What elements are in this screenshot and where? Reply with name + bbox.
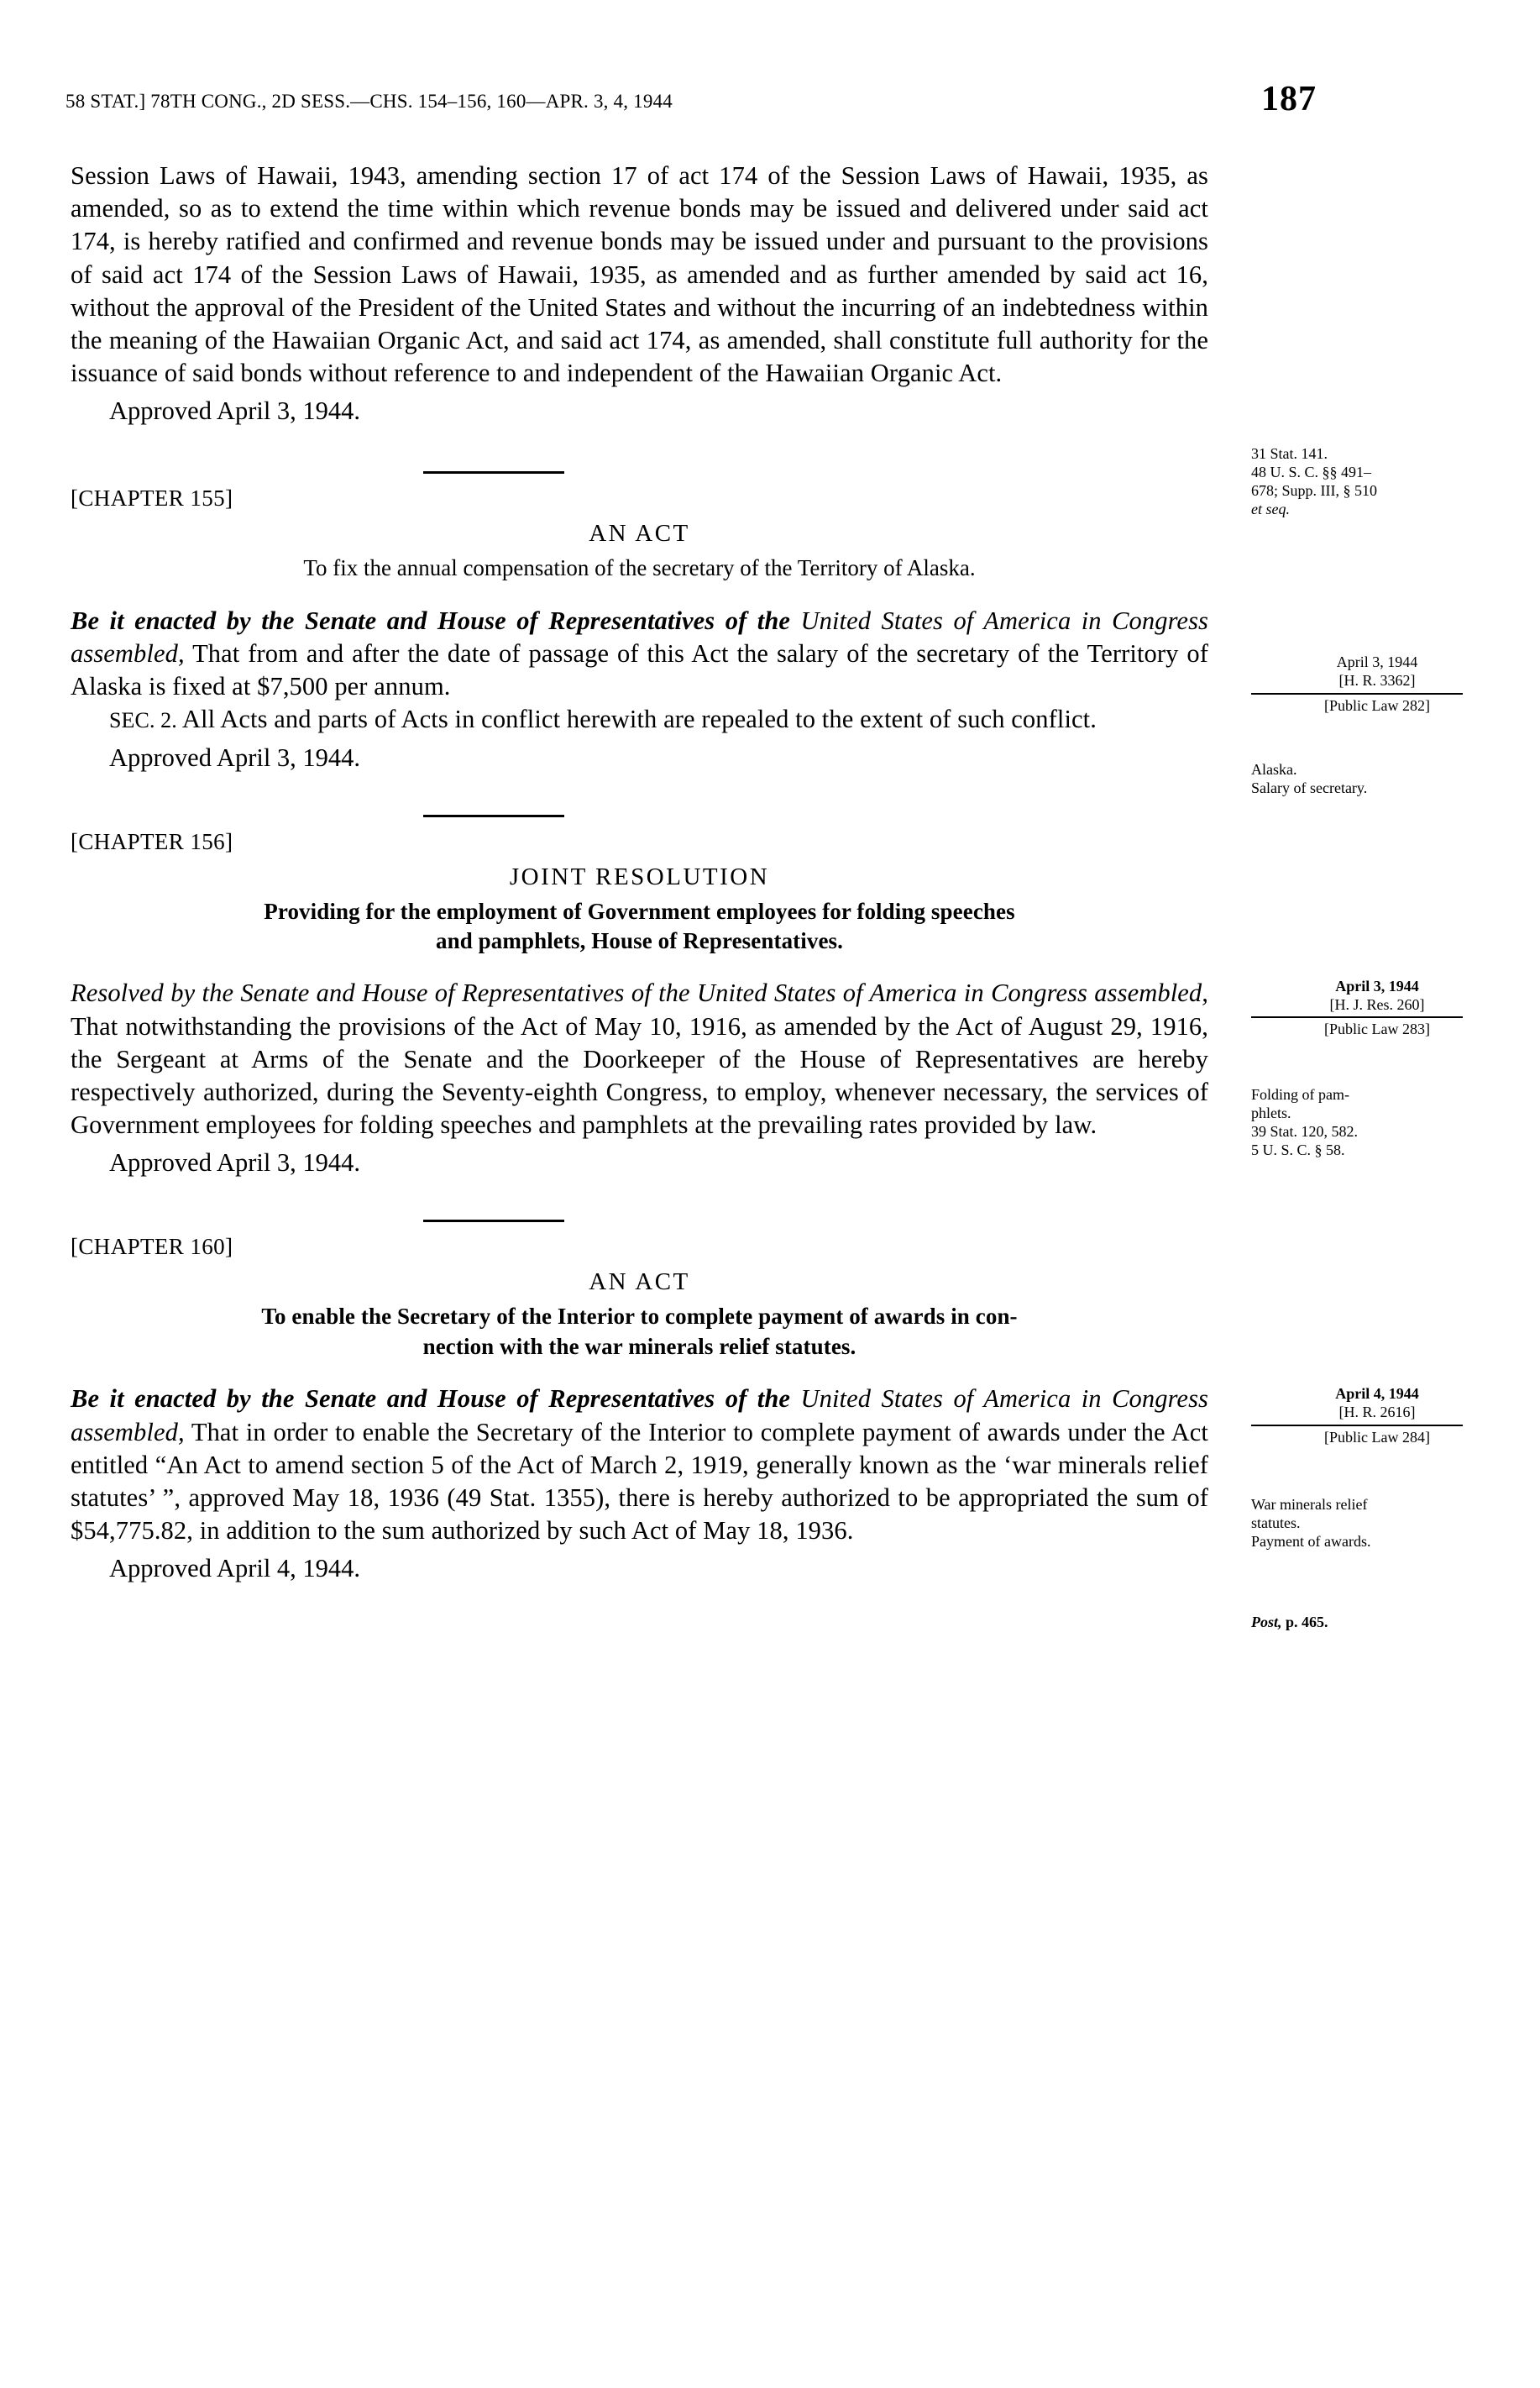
chapter160-long-title-line1: To enable the Secretary of the Interior to complete payment of awards in con- [261, 1304, 1018, 1330]
spacer [71, 426, 1208, 471]
chapter156-kind: JOINT RESOLUTION [509, 863, 770, 890]
chapter156-topic-notes [1251, 1086, 1503, 1160]
chapter155-sec2-label: SEC. 2. [109, 708, 177, 733]
chapter155-note-public-law: [Public Law 282] [1324, 696, 1430, 714]
chapter160-cross-reference [1251, 1614, 1503, 1632]
chapter154-notes [1251, 445, 1503, 519]
chapter160-note-topic3: Payment of awards. [1251, 1533, 1371, 1551]
main-text-column [71, 160, 1208, 1583]
spacer [71, 773, 1208, 815]
chapter160-note-date: April 4, 1944 [1335, 1385, 1419, 1403]
chapter155-note-topic1: Alaska. [1251, 760, 1297, 778]
chapter155-note-date: April 3, 1944 [1336, 653, 1418, 670]
chapter156-notes [1251, 978, 1503, 1040]
running-head-left [65, 91, 673, 113]
chapter160-note-bill: [H. R. 2616] [1338, 1404, 1416, 1421]
chapter156-enacting-line1: Resolved by the Senate and House of Representatives of the United [71, 979, 767, 1008]
chapter155-enacting-line2: United States of America in Congress assembled, [71, 606, 1209, 668]
chapter156-long-title-line2: and pamphlets, House of Representatives. [435, 928, 844, 953]
chapter156-label: [CHAPTER 156] [71, 828, 233, 854]
chapter156-long-title-line1: Providing for the employment of Government employees for folding speeches [264, 898, 1015, 924]
cross-ref-page: p. 465. [1281, 1613, 1328, 1630]
chapter160-notes [1251, 1385, 1503, 1447]
chapter156-note-cite2: 5 U. S. C. § 58. [1251, 1142, 1345, 1159]
spacer [71, 955, 1208, 977]
chapter156-approved: Approved April 3, 1944. [109, 1148, 361, 1178]
note-rule [1251, 1425, 1463, 1426]
chapter160-approved: Approved April 4, 1944. [109, 1554, 361, 1583]
chapter160-note-topic1: War minerals relief [1251, 1496, 1368, 1514]
chapter155-body-rest: That from and after the date of passage of this Act the salary of the secretary of the Territory of Alaska is fixed at $7,500 per annum. [71, 638, 1208, 701]
note-rule [1251, 1016, 1463, 1018]
chapter156-note-cite1: 39 Stat. 120, 582. [1251, 1123, 1359, 1141]
chapter156-body [71, 977, 1208, 1142]
chapter155-kind: AN ACT [589, 520, 690, 548]
chapter156-note-public-law: [Public Law 283] [1324, 1021, 1430, 1038]
chapter160-cross-ref [1251, 1614, 1503, 1632]
chapter154-note-line3: 678; Supp. III, § 510 [1251, 481, 1377, 499]
spacer [71, 817, 1208, 829]
note-rule [1251, 693, 1463, 695]
page-number: 187 [1261, 80, 1317, 118]
chapter154-note-line2: 48 U. S. C. §§ 491– [1251, 463, 1372, 480]
marginal-notes-column [1251, 160, 1503, 1632]
chapter154-note-line1: 31 Stat. 141. [1251, 445, 1328, 462]
spacer [71, 474, 1208, 485]
chapter154-approved: Approved April 3, 1944. [109, 396, 361, 426]
chapter160-body-rest: That in order to enable the Secretary of the Interior to complete payment of awards under the Act entitled “An Act to amend section 5 of the Act of March 2, 1919, generally known as the ‘war minerals relief statutes’ ”, approved May 18, 1936 (49 Stat. 1355), there is hereby authorized to be appropriated the sum of $54,775.82, in addition to the sum authorized by such Act of May 18, 1936. [71, 1417, 1208, 1546]
chapter160-enacting-line1: Be it enacted by the Senate and House of Representatives of the [71, 1384, 791, 1414]
chapter154-note-line4: et seq. [1251, 500, 1290, 517]
chapter155-body [71, 605, 1208, 704]
chapter160-note-public-law: [Public Law 284] [1324, 1429, 1430, 1446]
chapter160-note-topic2: statutes. [1251, 1514, 1301, 1532]
chapter156-note-topic1: Folding of pam- [1251, 1086, 1349, 1104]
chapter156-body-rest: That notwithstanding the provisions of the Act of May 10, 1916, as amended by the Act of August 29, 1916, the Sergeant at Arms of the Senate and the Doorkeeper of the House of Representatives are hereby respectively authorized, during the Seventy-eighth Congress, to employ, whenever necessary, the services of Government employees for folding speeches and pamphlets at the prevailing rates provided by law. [71, 1011, 1208, 1140]
spacer [71, 1178, 1208, 1220]
chapter160-topic-notes [1251, 1496, 1503, 1551]
running-head-text: 58 STAT.] 78TH CONG., 2D SESS.—CHS. 154–156, 160—APR. 3, 4, 1944 [65, 91, 673, 112]
chapter156-note-bill: [H. J. Res. 260] [1329, 995, 1425, 1013]
chapter160-body [71, 1383, 1208, 1547]
chapter155-sec2-text: All Acts and parts of Acts in conflict herewith are repealed to the extent of such conflict. [176, 705, 1097, 734]
chapter155-note-bill: [H. R. 3362] [1338, 671, 1416, 689]
chapter155-note-topic2: Salary of secretary. [1251, 779, 1368, 796]
chapter155-label: [CHAPTER 155] [71, 485, 233, 512]
chapter155-approved: Approved April 3, 1944. [109, 743, 361, 772]
spacer [71, 1222, 1208, 1234]
chapter155-topic-notes [1251, 761, 1503, 798]
chapter156-note-date: April 3, 1944 [1335, 977, 1419, 995]
chapter160-long-title-line2: nection with the war minerals relief statutes. [422, 1333, 856, 1359]
chapter155-notes [1251, 653, 1503, 716]
chapter155-long-title: To fix the annual compensation of the secretary of the Territory of Alaska. [303, 555, 976, 581]
chapter156-enacting-line2: States of America in Congress assembled, [773, 979, 1208, 1008]
running-head [65, 80, 1409, 119]
chapter155-enacting-line1: Be it enacted by the Senate and House of Representatives of the [71, 606, 791, 635]
chapter154-body: Session Laws of Hawaii, 1943, amending section 17 of act 174 of the Session Laws of Hawaii, 1935, as amended, so as to extend the time within which revenue bonds may be issued and delivered under said act 174, is hereby ratified and confirmed and revenue bonds may be issued under and pursuant to the provisions of said act 174 of the Session Laws of Hawaii, 1935, as amended and as further amended by said act 16, without the approval of the President of the United States and without the incurring of an indebtedness within the meaning of the Hawaiian Organic Act, and said act 174, as amended, shall constitute full authority for the issuance of said bonds without reference to and independent of the Hawaiian Organic Act. [71, 161, 1208, 388]
chapter160-enacting-line2: United States of America in Congress assembled, [71, 1384, 1209, 1446]
spacer [71, 1361, 1208, 1383]
chapter160-label: [CHAPTER 160] [71, 1234, 233, 1260]
chapter156-note-topic2: phlets. [1251, 1105, 1291, 1122]
chapter155-sec2 [71, 703, 1208, 736]
chapter160-kind: AN ACT [589, 1268, 690, 1296]
spacer [71, 583, 1208, 605]
cross-ref-label: Post, [1251, 1613, 1282, 1630]
